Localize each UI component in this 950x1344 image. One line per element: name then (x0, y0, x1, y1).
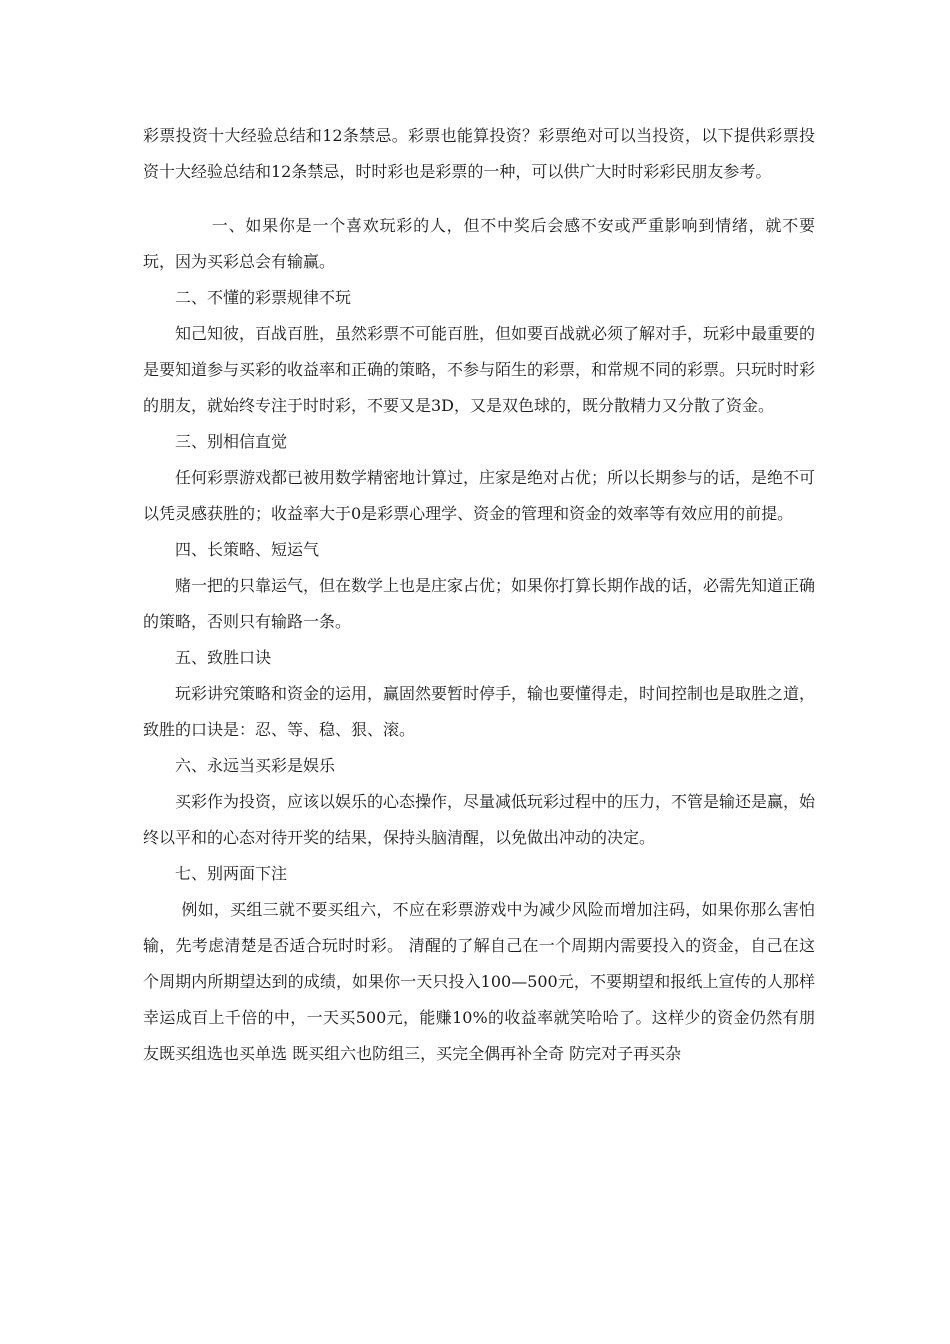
rule-4-heading: 四、长策略、短运气 (175, 540, 320, 559)
rule-6-heading: 六、永远当买彩是娱乐 (175, 756, 336, 775)
rule-3-body: 任何彩票游戏都已被用数学精密地计算过，庄家是绝对占优；所以长期参与的话，是绝不可以凭灵感获胜的；收益率大于0是彩票心理学、资金的管理和资金的效率等有效应用的前提。 (143, 468, 816, 523)
rule-1-paragraph: 一、如果你是一个喜欢玩彩的人，但不中奖后会感不安或严重影响到情绪，就不要玩，因为买彩总会有输赢。 (143, 216, 815, 271)
intro-paragraph: 彩票投资十大经验总结和12条禁忌。彩票也能算投资？彩票绝对可以当投资，以下提供彩票投资十大经验总结和12条禁忌，时时彩也是彩票的一种，可以供广大时时彩彩民朋友参考。 (143, 126, 815, 181)
paragraph-gap (143, 190, 815, 208)
rule-2-heading: 二、不懂的彩票规律不玩 (175, 288, 352, 307)
document-body (143, 118, 815, 1072)
rule-7-heading: 七、别两面下注 (175, 864, 288, 883)
rule-2-body: 知己知彼，百战百胜，虽然彩票不可能百胜，但如要百战就必须了解对手，玩彩中最重要的是要知道参与买彩的收益率和正确的策略，不参与陌生的彩票，和常规不同的彩票。只玩时时彩的朋友，就始终专注于时时彩，不要又是3D，又是双色球的，既分散精力又分散了资金。 (143, 324, 816, 415)
rule-6-body: 买彩作为投资，应该以娱乐的心态操作，尽量减低玩彩过程中的压力，不管是输还是赢，始终以平和的心态对待开奖的结果，保持头脑清醒，以免做出冲动的决定。 (143, 792, 816, 847)
rule-5-heading: 五、致胜口诀 (175, 648, 272, 667)
rule-5-body: 玩彩讲究策略和资金的运用，赢固然要暂时停手，输也要懂得走，时间控制也是取胜之道，致胜的口诀是：忍、等、稳、狠、滚。 (143, 684, 816, 739)
rule-7-body: 例如，买组三就不要买组六，不应在彩票游戏中为减少风险而增加注码，如果你那么害怕输，先考虑清楚是否适合玩时时彩。 清醒的了解自己在一个周期内需要投入的资金，自己在这个周期内所期望达到的成绩，如果你一天只投入100—500元，不要期望和报纸上宣传的人那样幸运成百上千倍的中，一天买500元，能赚10%的收益率就笑哈哈了。这样少的资金仍然有朋友既买组选也买单选 既买组六也防组三，买完全偶再补全奇 防完对子再买杂 (143, 900, 815, 1063)
rule-4-body: 赌一把的只靠运气，但在数学上也是庄家占优；如果你打算长期作战的话，必需先知道正确的策略，否则只有输路一条。 (143, 576, 816, 631)
rule-3-heading: 三、别相信直觉 (175, 432, 288, 451)
